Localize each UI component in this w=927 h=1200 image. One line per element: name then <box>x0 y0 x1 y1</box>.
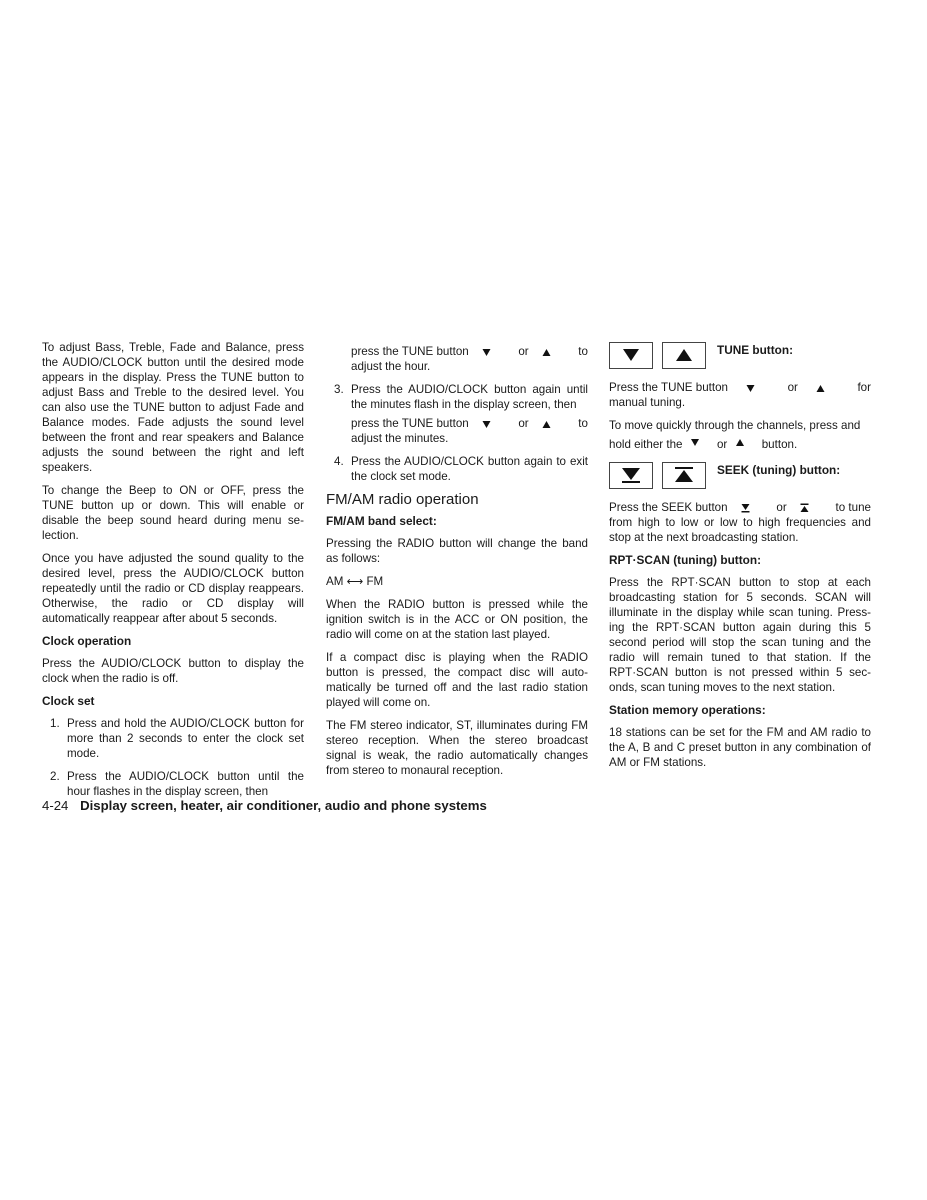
seek-down-icon <box>740 503 751 513</box>
tune-down-icon <box>745 383 756 393</box>
step-number: 2. <box>50 770 60 783</box>
tune-line <box>351 344 588 359</box>
text: or <box>716 438 728 451</box>
tune-button-figure <box>609 340 871 370</box>
heading-seek-button: SEEK (tuning) button: <box>717 463 841 477</box>
seek-up-icon <box>799 503 810 513</box>
text: Press the SEEK button <box>609 501 728 514</box>
paragraph-rpt-scan: Press the RPT·SCAN button to stop at each broadcasting station for 5 seconds. SCAN will illuminate in the display while scan tuning. Pressing the RPT·SCAN button again during this 5 second period will stop the scan tuning and the radio will remain tuned to that station. If the RPT·SCAN button is not pressed within 5 seconds, scan tuning moves to the next station. <box>609 576 871 694</box>
list-item <box>42 769 304 799</box>
clock-set-steps-cont <box>326 382 588 484</box>
text: button. <box>761 438 798 451</box>
text: to tune <box>835 501 871 514</box>
paragraph-compact-disc: If a compact disc is playing when the RADIO button is pressed, the compact disc will automatically be turned off and the last radio station played will come on. <box>326 651 588 709</box>
list-item <box>326 382 588 446</box>
step-number: 3. <box>334 383 344 396</box>
seek-up-key <box>662 462 706 489</box>
tune-up-icon <box>815 383 826 393</box>
tune-down-icon <box>690 437 700 447</box>
step2-continuation <box>326 344 588 374</box>
tune-down-icon <box>623 348 639 362</box>
quick-line <box>609 437 871 452</box>
tune-up-key <box>662 342 706 369</box>
step-text: Press and hold the AUDIO/CLOCK button for more than 2 seconds to enter the clock set mode. <box>67 717 304 760</box>
section-title: FM/AM radio operation <box>326 491 479 508</box>
heading-band-select: FM/AM band select: <box>326 514 437 528</box>
list-item <box>326 454 588 484</box>
left-column <box>42 340 304 807</box>
text: manual tuning. <box>609 396 686 409</box>
paragraph-audio-adjust: To adjust Bass, Treble, Fade and Balance, press the AUDIO/CLOCK button until the desired mode appears in the display. Press the TUNE button to adjust Bass and Treble to the desired level. You can also use the TUNE button to adjust Fade and Balance modes. Fade adjusts the sound level between the front and rear speakers and Balance adjusts the sound between the right and left speakers. <box>42 341 304 474</box>
text: press the TUNE button <box>351 345 469 358</box>
list-item <box>42 716 304 761</box>
heading-station-memory: Station memory operations: <box>609 703 766 717</box>
paragraph-radio-button: When the RADIO button is pressed while the ignition switch is in the ACC or ON position, the radio will come on at the station last played. <box>326 598 588 641</box>
seek-up-icon <box>674 467 694 483</box>
text: or <box>518 345 529 358</box>
band-sequence: AM ⟷ FM <box>326 575 384 588</box>
seek-button-figure <box>609 460 871 490</box>
tune-up-icon <box>735 437 745 447</box>
seek-down-key <box>609 462 653 489</box>
step-number: 1. <box>50 717 60 730</box>
text: or <box>776 501 787 514</box>
step-text: Press the AUDIO/CLOCK button until the hour flashes in the display screen, then <box>67 770 304 798</box>
page-number: 4-24 <box>42 798 69 813</box>
text: to <box>578 345 588 358</box>
tune-line <box>351 416 588 431</box>
text: To move quickly through the channels, press and <box>609 419 861 432</box>
heading-tune-button: TUNE button: <box>717 343 794 357</box>
middle-column <box>326 340 588 786</box>
step-text: Press the AUDIO/CLOCK button again until the minutes flash in the display screen, then <box>351 383 588 411</box>
page-footer <box>42 798 487 813</box>
text: press the TUNE button <box>351 417 469 430</box>
right-column <box>609 340 871 778</box>
paragraph-clock-operation: Press the AUDIO/CLOCK button to display the clock when the radio is off. <box>42 657 304 685</box>
text: Press the TUNE button <box>609 381 728 394</box>
paragraph-band-select: Pressing the RADIO button will change the band as follows: <box>326 537 588 565</box>
heading-rpt-scan: RPT·SCAN (tuning) button: <box>609 553 762 567</box>
tune-up-icon <box>541 419 552 429</box>
step-number: 4. <box>334 455 344 468</box>
text: or <box>518 417 529 430</box>
seek-line <box>609 500 871 515</box>
tune-up-icon <box>676 348 692 362</box>
text: adjust the minutes. <box>351 432 449 445</box>
heading-clock-operation: Clock operation <box>42 634 132 648</box>
step-text: Press the AUDIO/CLOCK button again to exit the clock set mode. <box>351 455 588 483</box>
paragraph-sound-quality: Once you have adjusted the sound quality to the desired level, press the AUDIO/CLOCK button repeatedly until the radio or CD display reappears. Otherwise, the radio or CD display will automatically reappear after about 5 seconds. <box>42 552 304 625</box>
tune-down-icon <box>481 347 492 357</box>
text: to <box>578 417 588 430</box>
text: adjust the hour. <box>351 360 431 373</box>
paragraph-stereo-indicator: The FM stereo indicator, ST, illuminates during FM stereo reception. When the stereo broadcast signal is weak, the radio automatically changes from stereo to monaural reception. <box>326 719 588 777</box>
tune-down-icon <box>481 419 492 429</box>
clock-set-steps <box>42 716 304 799</box>
paragraph-beep: To change the Beep to ON or OFF, press the TUNE button up or down. This will enable or disable the beep sound heard during menu selection. <box>42 484 304 542</box>
text: hold either the <box>609 438 683 451</box>
tune-down-key <box>609 342 653 369</box>
paragraph-station-memory: 18 stations can be set for the FM and AM radio to the A, B and C preset button in any combination of AM or FM stations. <box>609 726 871 769</box>
tune-line <box>609 380 871 395</box>
text: or <box>787 381 798 394</box>
seek-down-icon <box>621 467 641 483</box>
text: from high to low or low to high frequencies and stop at the next broadcasting station. <box>609 516 871 544</box>
chapter-title: Display screen, heater, air conditioner, audio and phone systems <box>80 798 487 813</box>
heading-clock-set: Clock set <box>42 694 95 708</box>
tune-up-icon <box>541 347 552 357</box>
text: for <box>857 381 871 394</box>
